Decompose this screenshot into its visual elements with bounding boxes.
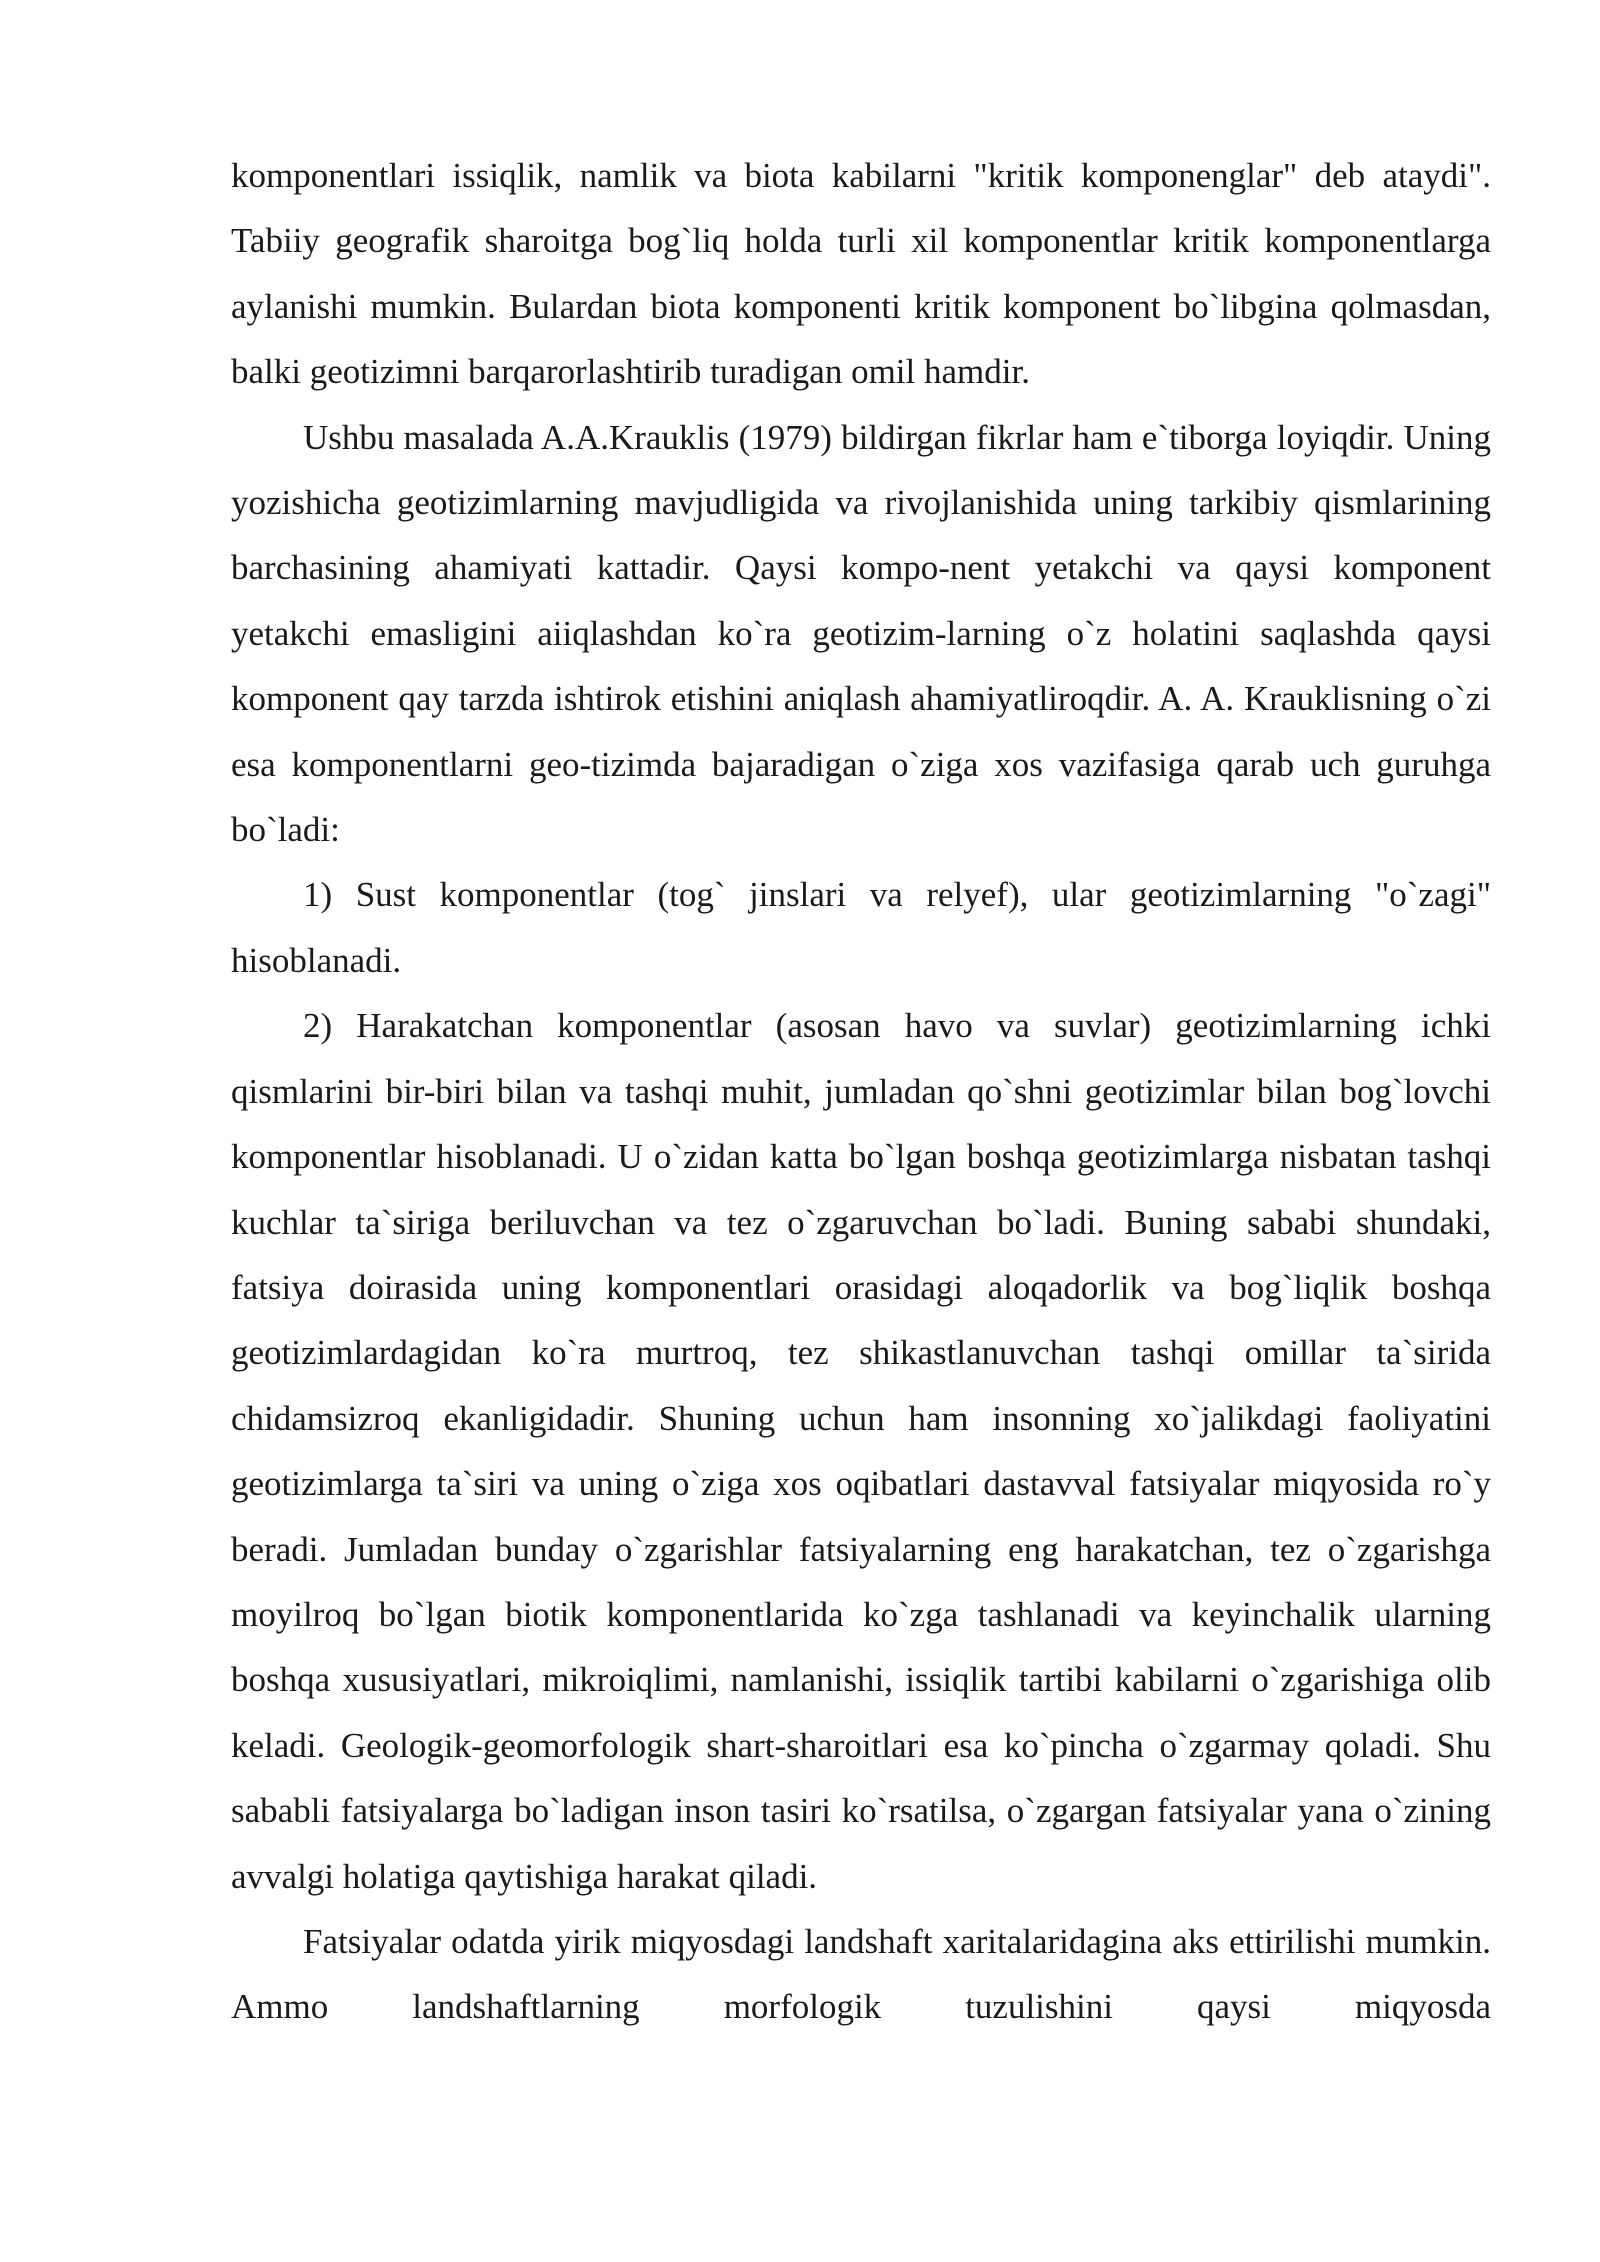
paragraph-mobile-components: 2) Harakatchan komponentlar (asosan havo va suvlar) geotizimlarning ichki qismlarini bir-biri bilan va tashqi muhit, jumladan qo`shni geotizimlar bilan bog`lovchi komponentlar hisoblanadi. U o`zidan katta bo`lgan boshqa geotizimlarga nisbatan tashqi kuchlar ta`siriga beriluvchan va tez o`zgaruvchan bo`ladi. Buning sababi shundaki, fatsiya doirasida uning komponentlari orasidagi aloqadorlik va bog`liqlik boshqa geotizimlardagidan ko`ra murtroq, tez shikastlanuvchan tashqi omillar ta`sirida chidamsizroq ekanligidadir. Shuning uchun ham insonning xo`jalikdagi faoliyatini geotizimlarga ta`siri va uning o`ziga xos oqibatlari dastavval fatsiyalar miqyosida ro`y beradi. Jumladan bunday o`zgarishlar fatsiyalarning eng harakatchan, tez o`zgarishga moyilroq bo`lgan biotik komponentlarida ko`zga tashlanadi va keyinchalik ularning boshqa xususiyatlari, mikroiqlimi, namlanishi, issiqlik tartibi kabilarni o`zgarishiga olib keladi. Geologik-geomorfologik shart-sharoitlari esa ko`pincha o`zgarmay qoladi. Shu sababli fatsiyalarga bo`ladigan inson tasiri ko`rsatilsa, o`zgargan fatsiyalar yana o`zining avvalgi holatiga qaytishiga harakat qiladi. — [231, 1006, 1491, 1896]
paragraph-krauklis: Ushbu masalada A.A.Krauklis (1979) bildirgan fikrlar ham e`tiborga loyiqdir. Uning yozishicha geotizimlarning mavjudligida va rivojlanishida uning tarkibiy qismlarining barchasining ahamiyati kattadir. Qaysi kompo-nent yetakchi va qaysi komponent yetakchi emasligini aiiqlashdan ko`ra geotizim-larning o`z holatini saqlashda qaysi komponent qay tarzda ishtirok etishini aniqlash ahamiyatliroqdir. A. A. Krauklisning o`zi esa komponentlarni geo-tizimda bajaradigan o`ziga xos vazifasiga qarab uch guruhga bo`ladi: — [231, 417, 1491, 850]
paragraph-critical-components: komponentlari issiqlik, namlik va biota kabilarni "kritik komponenglar" deb ataydi". Tabiiy geografik sharoitga bog`liq holda turli xil komponentlar kritik komponentlarga aylanishi mumkin. Bulardan biota komponenti kritik komponent bo`libgina qolmasdan, balki geotizimni barqarorlashtirib turadigan omil hamdir. — [231, 156, 1491, 392]
paragraph-facies-maps: Fatsiyalar odatda yirik miqyosdagi landshaft xaritalaridagina aks ettirilishi mumkin. Ammo landshaftlarning morfologik tuzulishini qaysi miqyosda — [231, 1921, 1491, 2027]
body-text — [231, 143, 1491, 2040]
paragraph-inert-components: 1) Sust komponentlar (tog` jinslari va relyef), ular geotizimlarning "o`zagi" hisoblanadi. — [231, 875, 1491, 980]
